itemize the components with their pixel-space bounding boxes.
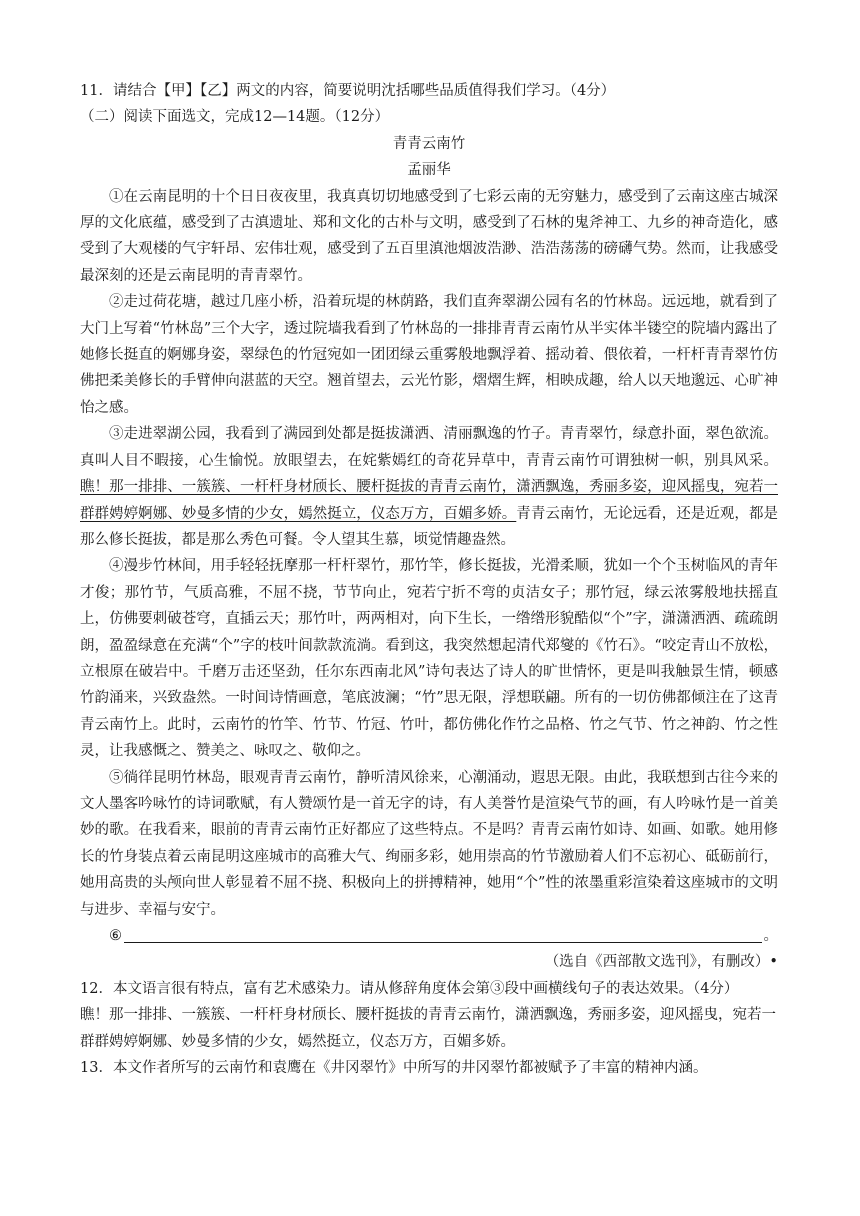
paragraph-3-before: ③走进翠湖公园，我看到了满园到处都是挺拔潇洒、清丽飘逸的竹子。青青翠竹，绿意扑面，翠色欲流。真叫人目不暇接，心生愉悦。放眼望去，在姹紫嫣红的奇花异草中，青青云南竹可谓独树一帜，别具风采。 — [80, 426, 778, 469]
question-12: 12．本文语言很有特点，富有艺术感染力。请从修辞角度体会第③段中画横线句子的表达效果。（4分） — [80, 980, 739, 997]
underlined-sentence: 瞧！那一排排、一簇簇、一杆杆身材颀长、腰杆挺拔的青青云南竹，潇洒飘逸，秀丽多姿，迎风摇曳，宛若一群群娉婷婀娜、妙曼多情的少女，嫣然挺立，仪态万方，百媚多娇。 — [80, 479, 778, 522]
paragraph-2: ②走过荷花塘，越过几座小桥，沿着玩堤的林荫路，我们直奔翠湖公园有名的竹林岛。远远地，就看到了大门上写着“竹林岛”三个大字，透过院墙我看到了竹林岛的一排排青青云南竹从半实体半镂空的院墙内露出了她修长挺直的婀娜身姿，翠绿色的竹冠宛如一团团绿云重雾般地飘浮着、摇动着、偎依着，一杆杆青青翠竹仿佛把柔美修长的手臂伸向湛蓝的天空。翘首望去，云光竹影，熠熠生辉，相映成趣，给人以天地邈远、心旷神怡之感。 — [80, 294, 778, 416]
essay-author: 孟丽华 — [407, 162, 451, 179]
essay-title: 青青云南竹 — [392, 135, 466, 152]
question-13: 13．本文作者所写的云南竹和袁鹰在《井冈翠竹》中所写的井冈翠竹都被赋予了丰富的精神内涵。 — [80, 1060, 708, 1077]
paragraph-3-after: 青青云南竹，无论远看，还是近观，都是那么修长挺拔，都是那么秀色可餐。令人望其生慕，顷觉情趣盎然。 — [80, 505, 779, 548]
paragraph-4: ④漫步竹林间，用手轻轻抚摩那一杆杆翠竹，那竹竿，修长挺拔，光滑柔顺，犹如一个个玉树临风的青年才俊；那竹节，气质高雅，不屈不挠，节节向止，宛若宁折不弯的贞洁女子；那竹冠，绿云浓雾般地扶摇直上，仿佛要刺破苍穹，直插云天；那竹叶，两两相对，向下生长，一绺绺形貌酷似“个”字，潇潇洒洒、疏疏朗朗，盈盈绿意在充满“个”字的枝叶间款款流淌。看到这，我突然想起清代郑燮的《竹石》。“咬定青山不放松，立根原在破岩中。千磨万击还坚劲，任尔东西南北风”诗句表达了诗人的旷世情怀，更是叫我触景生情，顿感竹韵涌来，兴致盎然。一时间诗情画意，笔底波澜；“竹”思无限，浮想联翩。所有的一切仿佛都倾注在了这青青云南竹上。此时，云南竹的竹竿、竹节、竹冠、竹叶，都仿佛化作竹之品格、竹之气节、竹之神韵、竹之性灵，让我感慨之、赞美之、咏叹之、敬仰之。 — [80, 558, 778, 760]
paragraph-1: ①在云南昆明的十个日日夜夜里，我真真切切地感受到了七彩云南的无穷魅力，感受到了云南这座古城深厚的文化底蕴，感受到了古滇遗址、郑和文化的古朴与文明，感受到了石林的鬼斧神工、九乡的神奇造化，感受到了大观楼的气宇轩昂、宏伟壮观，感受到了五百里滇池烟波浩渺、浩浩荡荡的磅礴气势。然而，让我感受最深刻的还是云南昆明的青青翠竹。 — [80, 188, 778, 284]
question-11: 11．请结合【甲】【乙】两文的内容，简要说明沈括哪些品质值得我们学习。（4分） — [80, 83, 616, 99]
paragraph-5: ⑤徜徉昆明竹林岛，眼观青青云南竹，静听清风徐来，心潮涌动，遐思无限。由此，我联想到古往今来的文人墨客吟咏竹的诗词歌赋，有人赞颂竹是一首无字的诗，有人美誉竹是渲染气节的画，有人吟咏竹是一首美妙的歌。在我看来，眼前的青青云南竹正好都应了这些特点。不是吗？青青云南竹如诗、如画、如歌。她用修长的竹身装点着云南昆明这座城市的高雅大气、绚丽多彩，她用崇高的竹节激励着人们不忘初心、砥砺前行，她用高贵的头颅向世人彰显着不屈不挠、积极向上的拼搏精神，她用“个”性的浓墨重彩渲染着这座城市的文明与进步、幸福与安宁。 — [80, 769, 778, 918]
essay-source: （选自《西部散文选刊》，有删改）• — [544, 954, 778, 971]
question-12-quote: 瞧！那一排排、一簇簇、一杆杆身材颀长、腰杆挺拔的青青云南竹，潇洒飘逸，秀丽多姿，迎风摇曳，宛若一群群娉婷婀娜、妙曼多情的少女，嫣然挺立，仪态万方，百媚多娇。 — [80, 1007, 776, 1050]
paragraph-6-marker: ⑥ — [109, 928, 122, 944]
answer-blank-line[interactable] — [124, 941, 762, 943]
paragraph-3 — [80, 421, 778, 553]
paragraph-6-end: 。 — [763, 928, 778, 944]
section-2-heading: （二）阅读下面选文，完成12—14题。（12分） — [80, 109, 390, 126]
paragraph-6-blank — [80, 923, 778, 949]
